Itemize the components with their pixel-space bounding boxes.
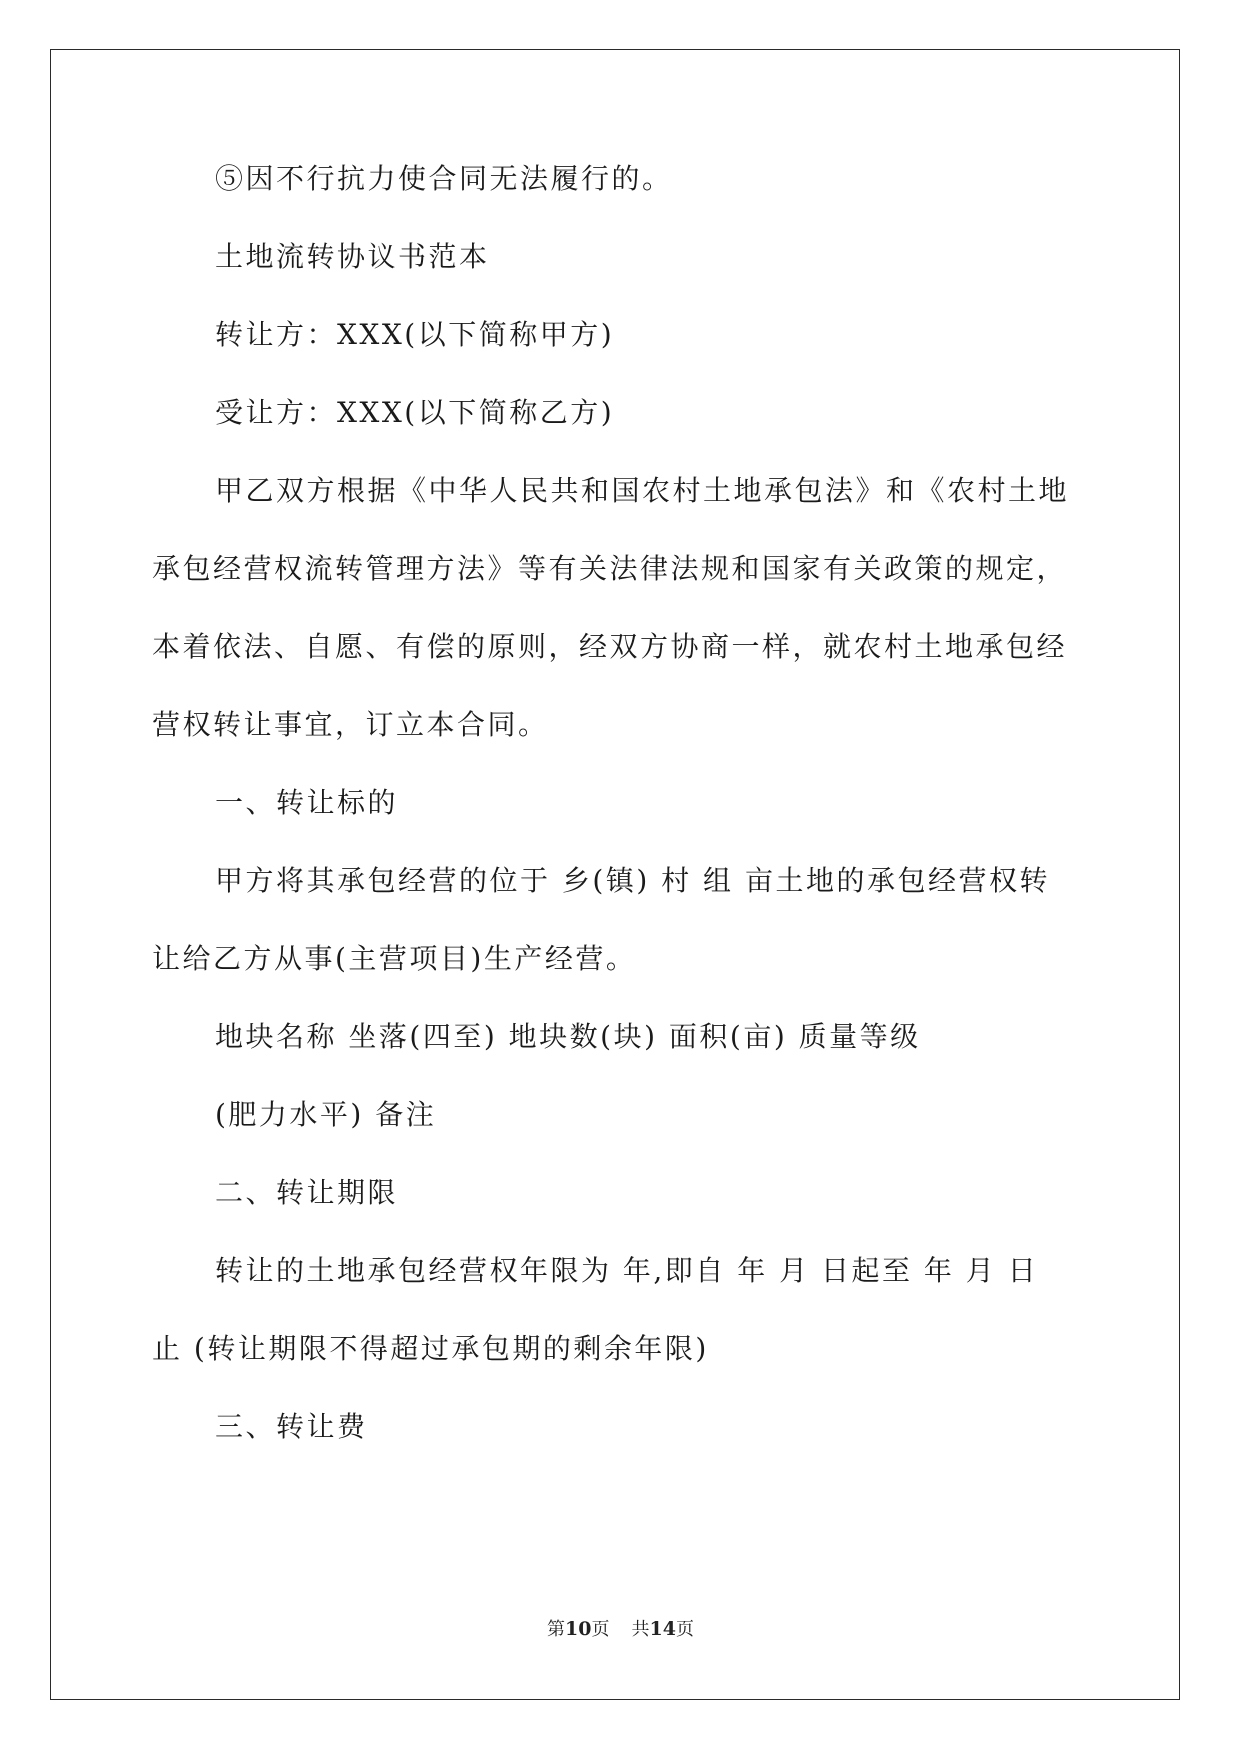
total-prefix: 共 [631, 1619, 650, 1640]
body-line: 甲方将其承包经营的位于 乡(镇) 村 组 亩土地的承包经营权转 [215, 864, 1050, 897]
body-line: 本着依法、自愿、有偿的原则，经双方协商一样，就农村土地承包经 [152, 630, 1068, 663]
body-line: (肥力水平) 备注 [215, 1098, 437, 1131]
body-line: 转让的土地承包经营权年限为 年,即自 年 月 日起至 年 月 日 [215, 1254, 1039, 1287]
page-prefix: 第 [547, 1619, 566, 1640]
body-line: 让给乙方从事(主营项目)生产经营。 [152, 942, 637, 975]
page-suffix: 页 [591, 1619, 610, 1640]
body-line: 地块名称 坐落(四至) 地块数(块) 面积(亩) 质量等级 [215, 1020, 921, 1053]
body-line: 受让方：XXX(以下简称乙方) [215, 396, 615, 429]
body-line: ⑤因不行抗力使合同无法履行的。 [215, 162, 673, 195]
section-title: 土地流转协议书范本 [215, 240, 490, 273]
page-number-footer [0, 1617, 1241, 1642]
current-page-number: 10 [565, 1618, 592, 1640]
body-line: 甲乙双方根据《中华人民共和国农村土地承包法》和《农村土地 [215, 474, 1070, 507]
section-heading: 一、转让标的 [215, 786, 399, 819]
total-page-number: 14 [649, 1618, 676, 1640]
section-heading: 二、转让期限 [215, 1176, 399, 1209]
section-heading: 三、转让费 [215, 1410, 368, 1443]
total-suffix: 页 [675, 1619, 694, 1640]
body-line: 承包经营权流转管理方法》等有关法律法规和国家有关政策的规定， [152, 552, 1068, 585]
body-line: 营权转让事宜，订立本合同。 [152, 708, 549, 741]
body-line: 止 (转让期限不得超过承包期的剩余年限) [152, 1332, 709, 1365]
body-line: 转让方：XXX(以下简称甲方) [215, 318, 615, 351]
